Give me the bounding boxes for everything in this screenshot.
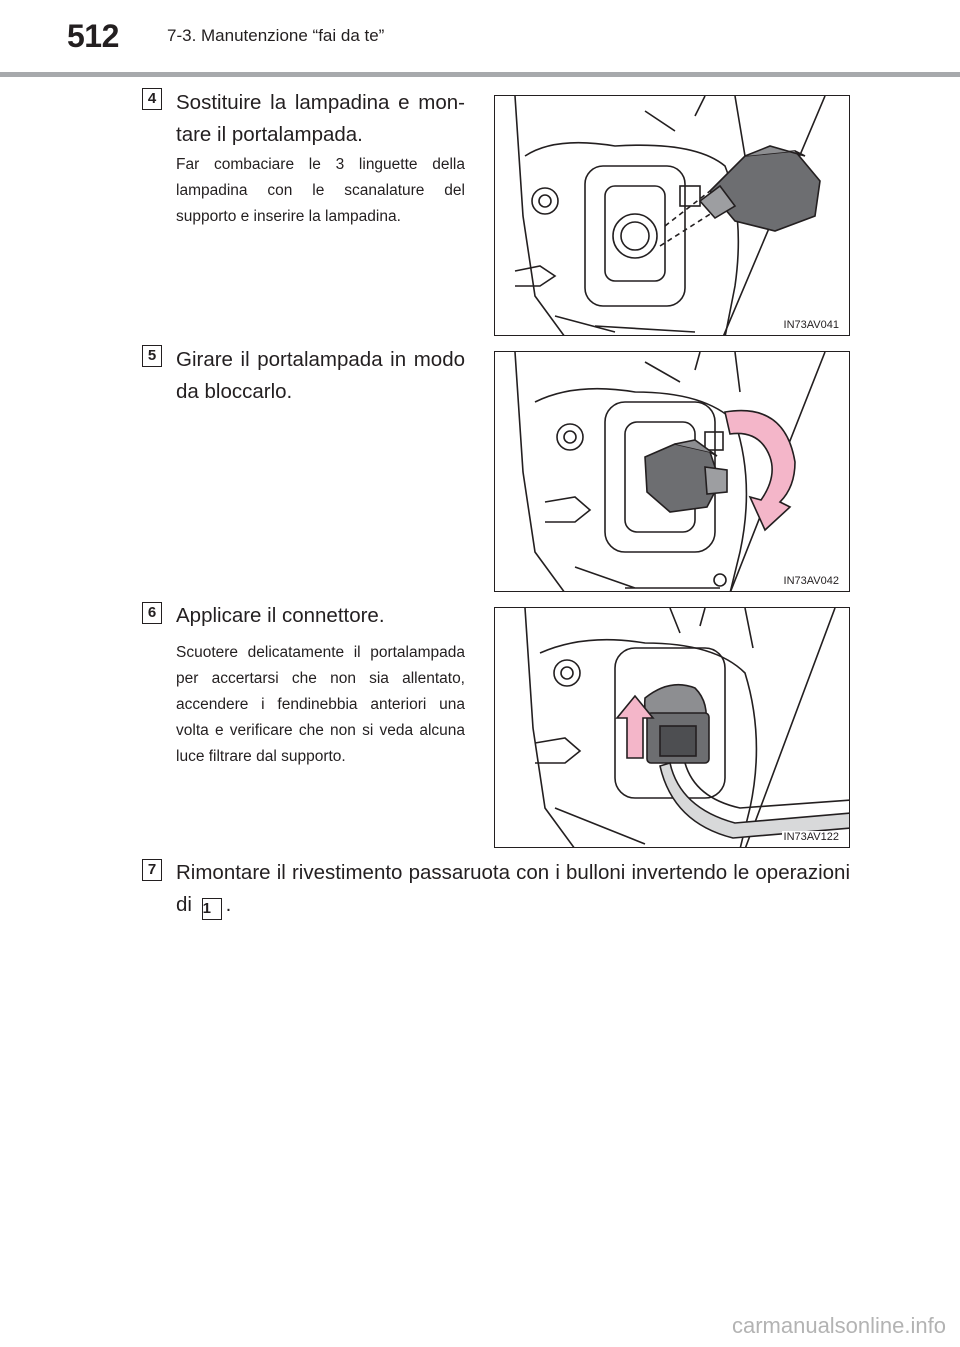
illustration-bulb-rotate xyxy=(495,352,850,592)
step-ref-badge-1[interactable]: 1 xyxy=(202,898,222,920)
step-badge-7: 7 xyxy=(142,859,162,881)
figure-code: IN73AV042 xyxy=(783,575,839,587)
step-6-note: Scuotere delicatamente il portalampada per accertarsi che non sia allentato, accendere i fendinebbia anteriori una volta e verificare che non si veda alcuna luce filtrare dal supporto. xyxy=(176,644,465,765)
step-7-text xyxy=(176,857,850,921)
header-rule xyxy=(0,72,960,77)
watermark: carmanualsonline.info xyxy=(731,1313,946,1338)
figure-step-5 xyxy=(494,351,850,592)
illustration-connector-attach xyxy=(495,608,850,848)
step-4-text: Sostituire la lampadina e montare il portalampada. xyxy=(176,91,465,146)
step-6-text: Applicare il connettore. xyxy=(176,604,385,627)
page-number: 512 xyxy=(67,18,119,54)
page-header xyxy=(0,0,960,80)
step-7-text-after: . xyxy=(225,893,232,916)
step-5-text: Girare il portalampada in modo da bloccarlo. xyxy=(176,348,465,403)
section-title: 7-3. Manutenzione “fai da te” xyxy=(167,26,385,45)
illustration-bulb-install xyxy=(495,96,850,336)
figure-step-6 xyxy=(494,607,850,848)
step-badge-4: 4 xyxy=(142,88,162,110)
step-badge-6: 6 xyxy=(142,602,162,624)
figure-code: IN73AV122 xyxy=(783,831,839,843)
step-7-text-before: Rimontare il rivestimento passaruota con i bulloni invertendo le operazioni di xyxy=(176,861,850,916)
step-badge-5: 5 xyxy=(142,345,162,367)
figure-code: IN73AV041 xyxy=(783,319,839,331)
step-4-note: Far combaciare le 3 linguette della lampadina con le scanalature del supporto e inserire la lampadina. xyxy=(176,156,465,225)
figure-step-4 xyxy=(494,95,850,336)
